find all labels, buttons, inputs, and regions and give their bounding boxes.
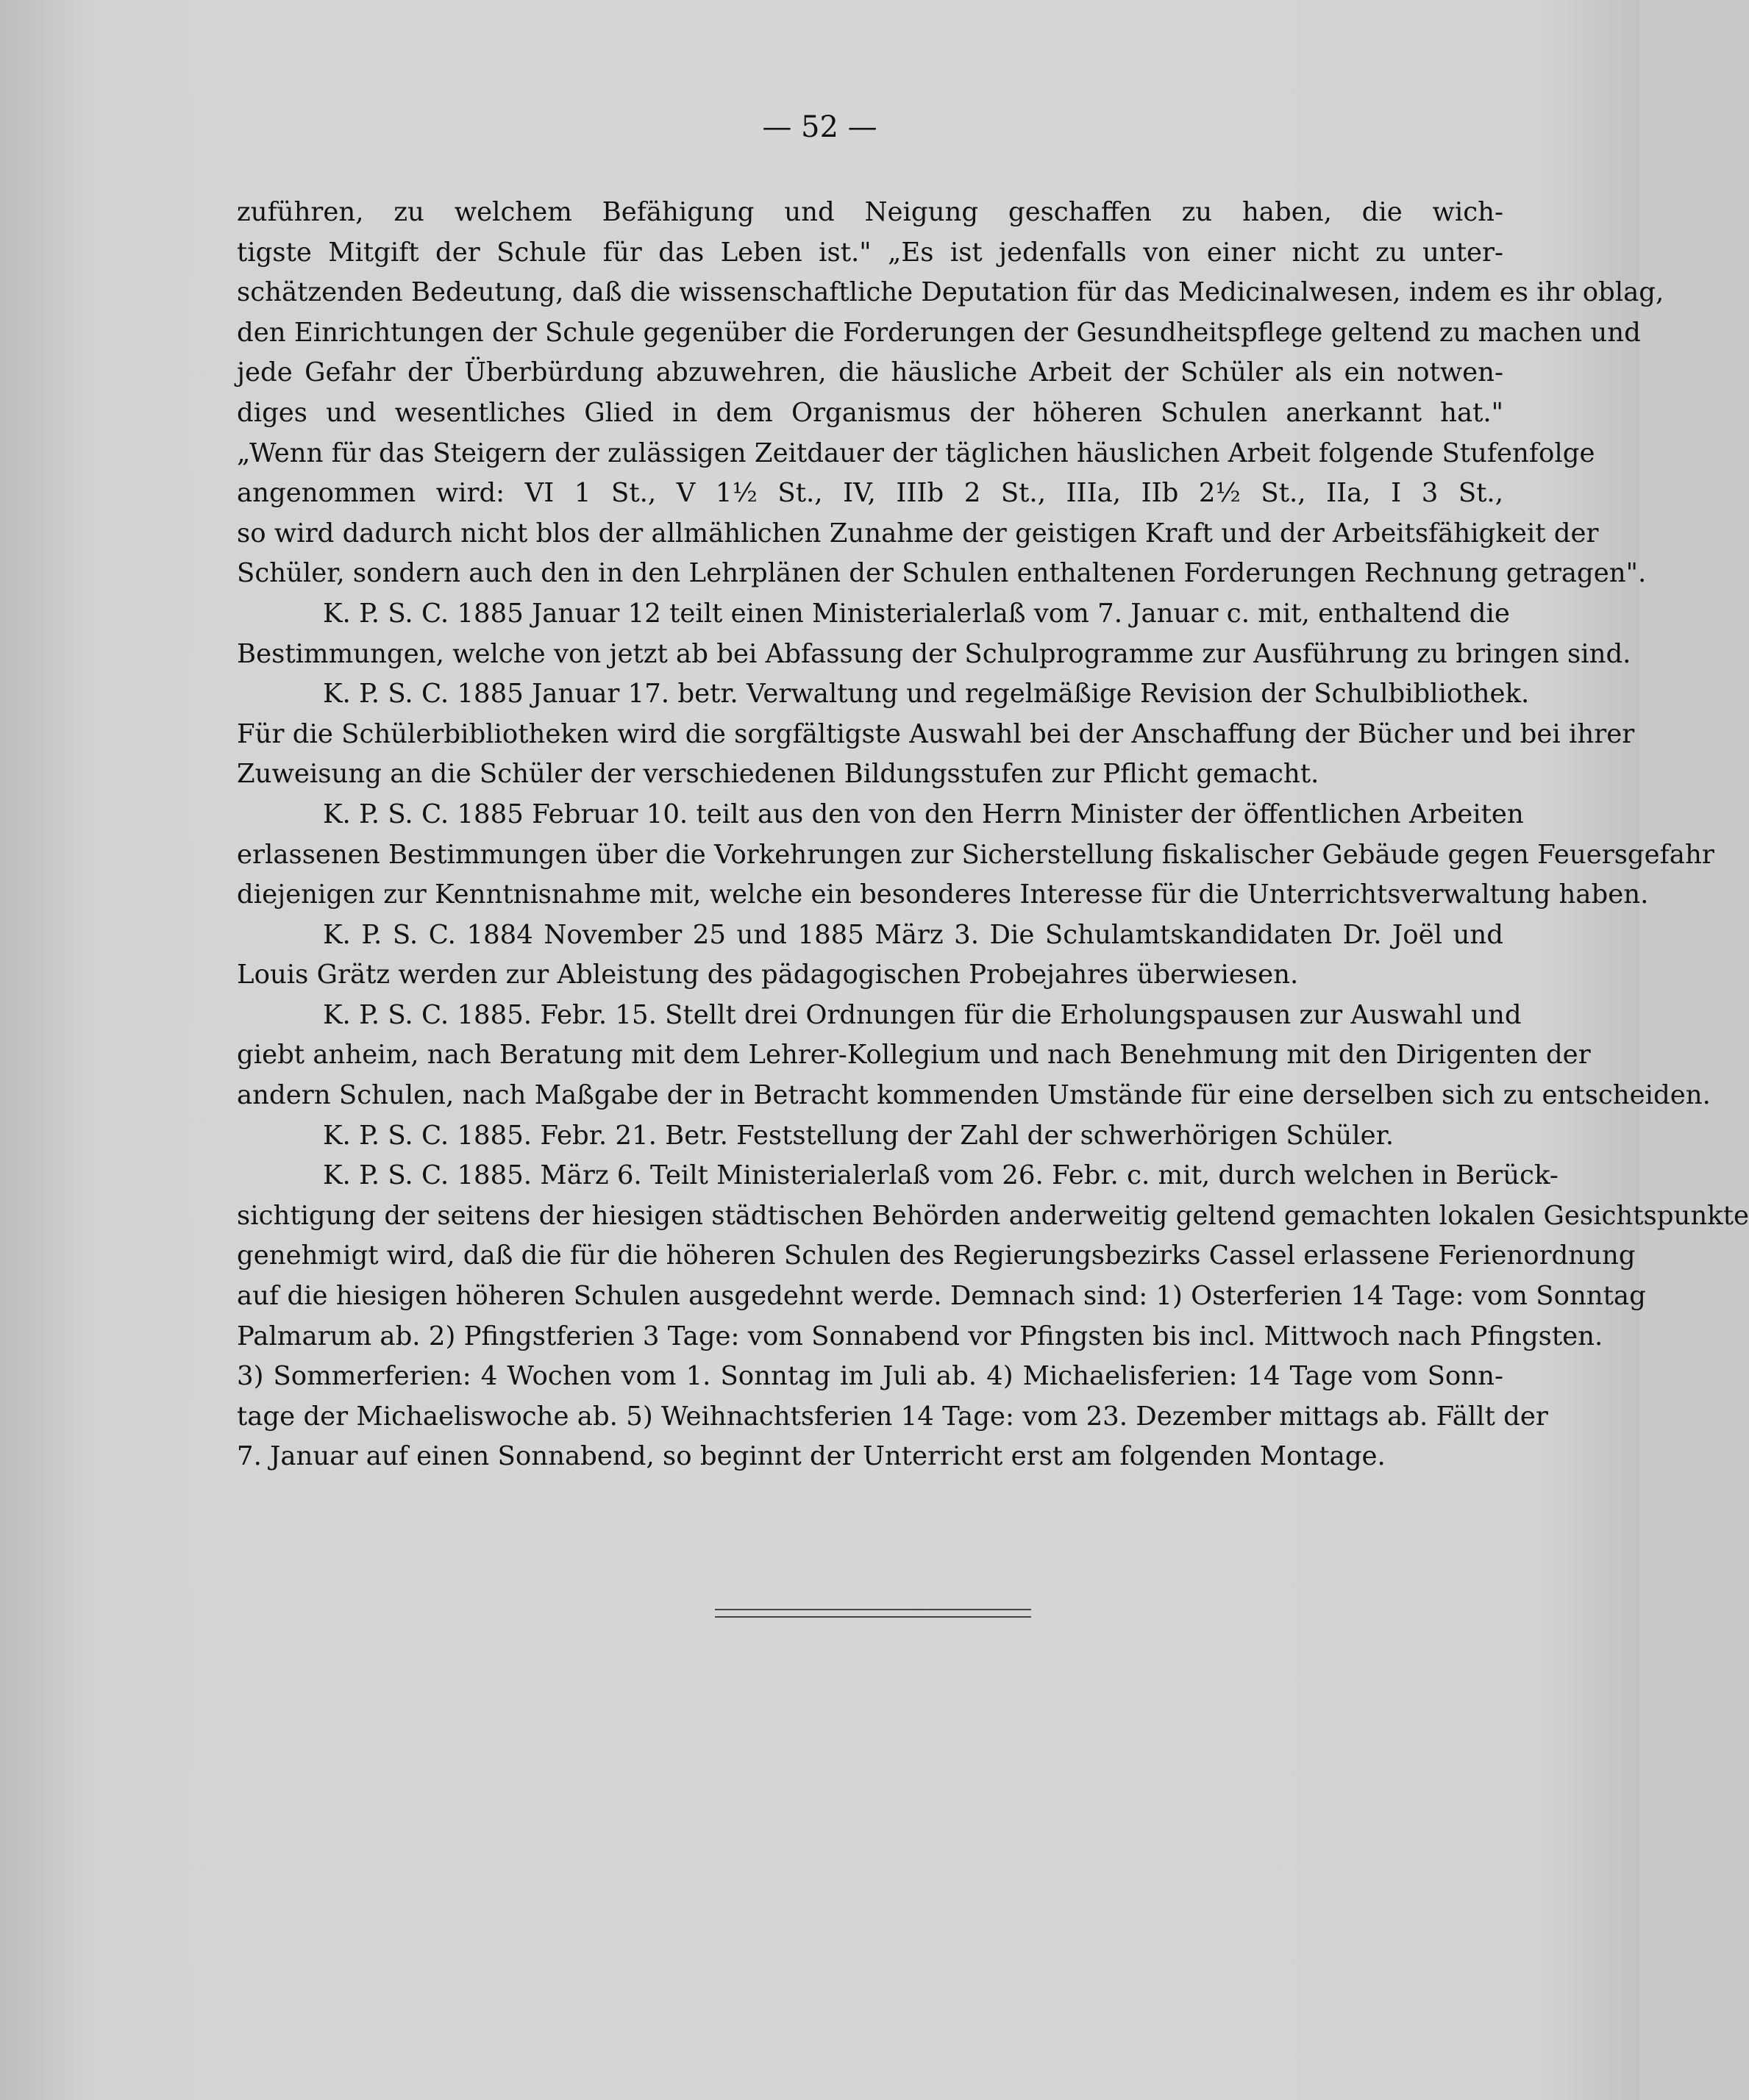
text-line: tigste Mitgift der Schule für das Leben ist." „Es ist jedenfalls von einer nicht zu unter-: [237, 237, 1503, 268]
text-line: K. P. S. C. 1884 November 25 und 1885 März 3. Die Schulamtskandidaten Dr. Joël und: [323, 919, 1503, 950]
text-line: den Einrichtungen der Schule gegenüber die Forderungen der Gesundheitspflege geltend zu machen und: [237, 317, 1641, 348]
text-line: 7. Januar auf einen Sonnabend, so beginnt der Unterricht erst am folgenden Montage.: [237, 1441, 1386, 1472]
text-line: diejenigen zur Kenntnisnahme mit, welche ein besonderes Interesse für die Unterrichtsverwaltung haben.: [237, 879, 1649, 910]
text-line: diges und wesentliches Glied in dem Organismus der höheren Schulen anerkannt hat.": [237, 397, 1503, 428]
page-number: — 52 —: [762, 110, 877, 144]
text-line: genehmigt wird, daß die für die höheren Schulen des Regierungsbezirks Cassel erlassene Ferienordnung: [237, 1240, 1636, 1271]
text-line: K. P. S. C. 1885. Febr. 21. Betr. Feststellung der Zahl der schwerhörigen Schüler.: [323, 1120, 1394, 1151]
text-line: auf die hiesigen höheren Schulen ausgedehnt werde. Demnach sind: 1) Osterferien 14 Tage: vom Sonntag: [237, 1281, 1646, 1312]
text-line: Zuweisung an die Schüler der verschiedenen Bildungsstufen zur Pflicht gemacht.: [237, 759, 1319, 790]
text-line: so wird dadurch nicht blos der allmählichen Zunahme der geistigen Kraft und der Arbeitsfähigkeit der: [237, 518, 1599, 549]
text-line: K. P. S. C. 1885 Januar 12 teilt einen Ministerialerlaß vom 7. Januar c. mit, enthaltend die: [323, 598, 1510, 629]
text-line: Palmarum ab. 2) Pfingstferien 3 Tage: vom Sonnabend vor Pfingsten bis incl. Mittwoch nach Pfingsten.: [237, 1321, 1603, 1351]
text-line: K. P. S. C. 1885. März 6. Teilt Ministerialerlaß vom 26. Febr. c. mit, durch welchen in Berück-: [323, 1160, 1559, 1191]
text-line: angenommen wird: VI 1 St., V 1½ St., IV, IIIb 2 St., IIIa, IIb 2½ St., IIa, I 3 St.,: [237, 478, 1503, 509]
text-line: andern Schulen, nach Maßgabe der in Betracht kommenden Umstände für eine derselben sich zu entscheiden.: [237, 1080, 1711, 1111]
text-line: tage der Michaeliswoche ab. 5) Weihnachtsferien 14 Tage: vom 23. Dezember mittags ab. Fällt der: [237, 1401, 1548, 1432]
text-line: K. P. S. C. 1885 Januar 17. betr. Verwaltung und regelmäßige Revision der Schulbibliothek.: [323, 679, 1530, 710]
text-line: Schüler, sondern auch den in den Lehrplänen der Schulen enthaltenen Forderungen Rechnung getragen".: [237, 558, 1647, 589]
text-line: Für die Schülerbibliotheken wird die sorgfältigste Auswahl bei der Anschaffung der Bücher und bei ihrer: [237, 718, 1635, 749]
text-line: giebt anheim, nach Beratung mit dem Lehrer-Kollegium und nach Benehmung mit den Dirigenten der: [237, 1040, 1591, 1071]
text-line: sichtigung der seitens der hiesigen städtischen Behörden anderweitig geltend gemachten lokalen Gesichtspunkte: [237, 1200, 1749, 1231]
body-text: [237, 193, 1749, 1477]
text-line: Louis Grätz werden zur Ableistung des pädagogischen Probejahres überwiesen.: [237, 960, 1299, 990]
text-line: Bestimmungen, welche von jetzt ab bei Abfassung der Schulprogramme zur Ausführung zu bringen sind.: [237, 638, 1631, 669]
text-line: K. P. S. C. 1885 Februar 10. teilt aus den von den Herrn Minister der öffentlichen Arbeiten: [323, 799, 1524, 829]
text-line: jede Gefahr der Überbürdung abzuwehren, die häusliche Arbeit der Schüler als ein notwen-: [237, 357, 1503, 388]
text-line: „Wenn für das Steigern der zulässigen Zeitdauer der täglichen häuslichen Arbeit folgende Stufenfolge: [237, 438, 1595, 468]
text-line: 3) Sommerferien: 4 Wochen vom 1. Sonntag im Juli ab. 4) Michaelisferien: 14 Tage vom Sonn-: [237, 1361, 1503, 1392]
double-rule-divider: [715, 1609, 1031, 1618]
text-line: zuführen, zu welchem Befähigung und Neigung geschaffen zu haben, die wich-: [237, 197, 1503, 227]
text-line: schätzenden Bedeutung, daß die wissenschaftliche Deputation für das Medicinalwesen, indem es ihr oblag,: [237, 277, 1664, 308]
text-line: K. P. S. C. 1885. Febr. 15. Stellt drei Ordnungen für die Erholungspausen zur Auswahl und: [323, 999, 1522, 1030]
text-line: erlassenen Bestimmungen über die Vorkehrungen zur Sicherstellung fiskalischer Gebäude gegen Feuersgefahr: [237, 839, 1714, 870]
